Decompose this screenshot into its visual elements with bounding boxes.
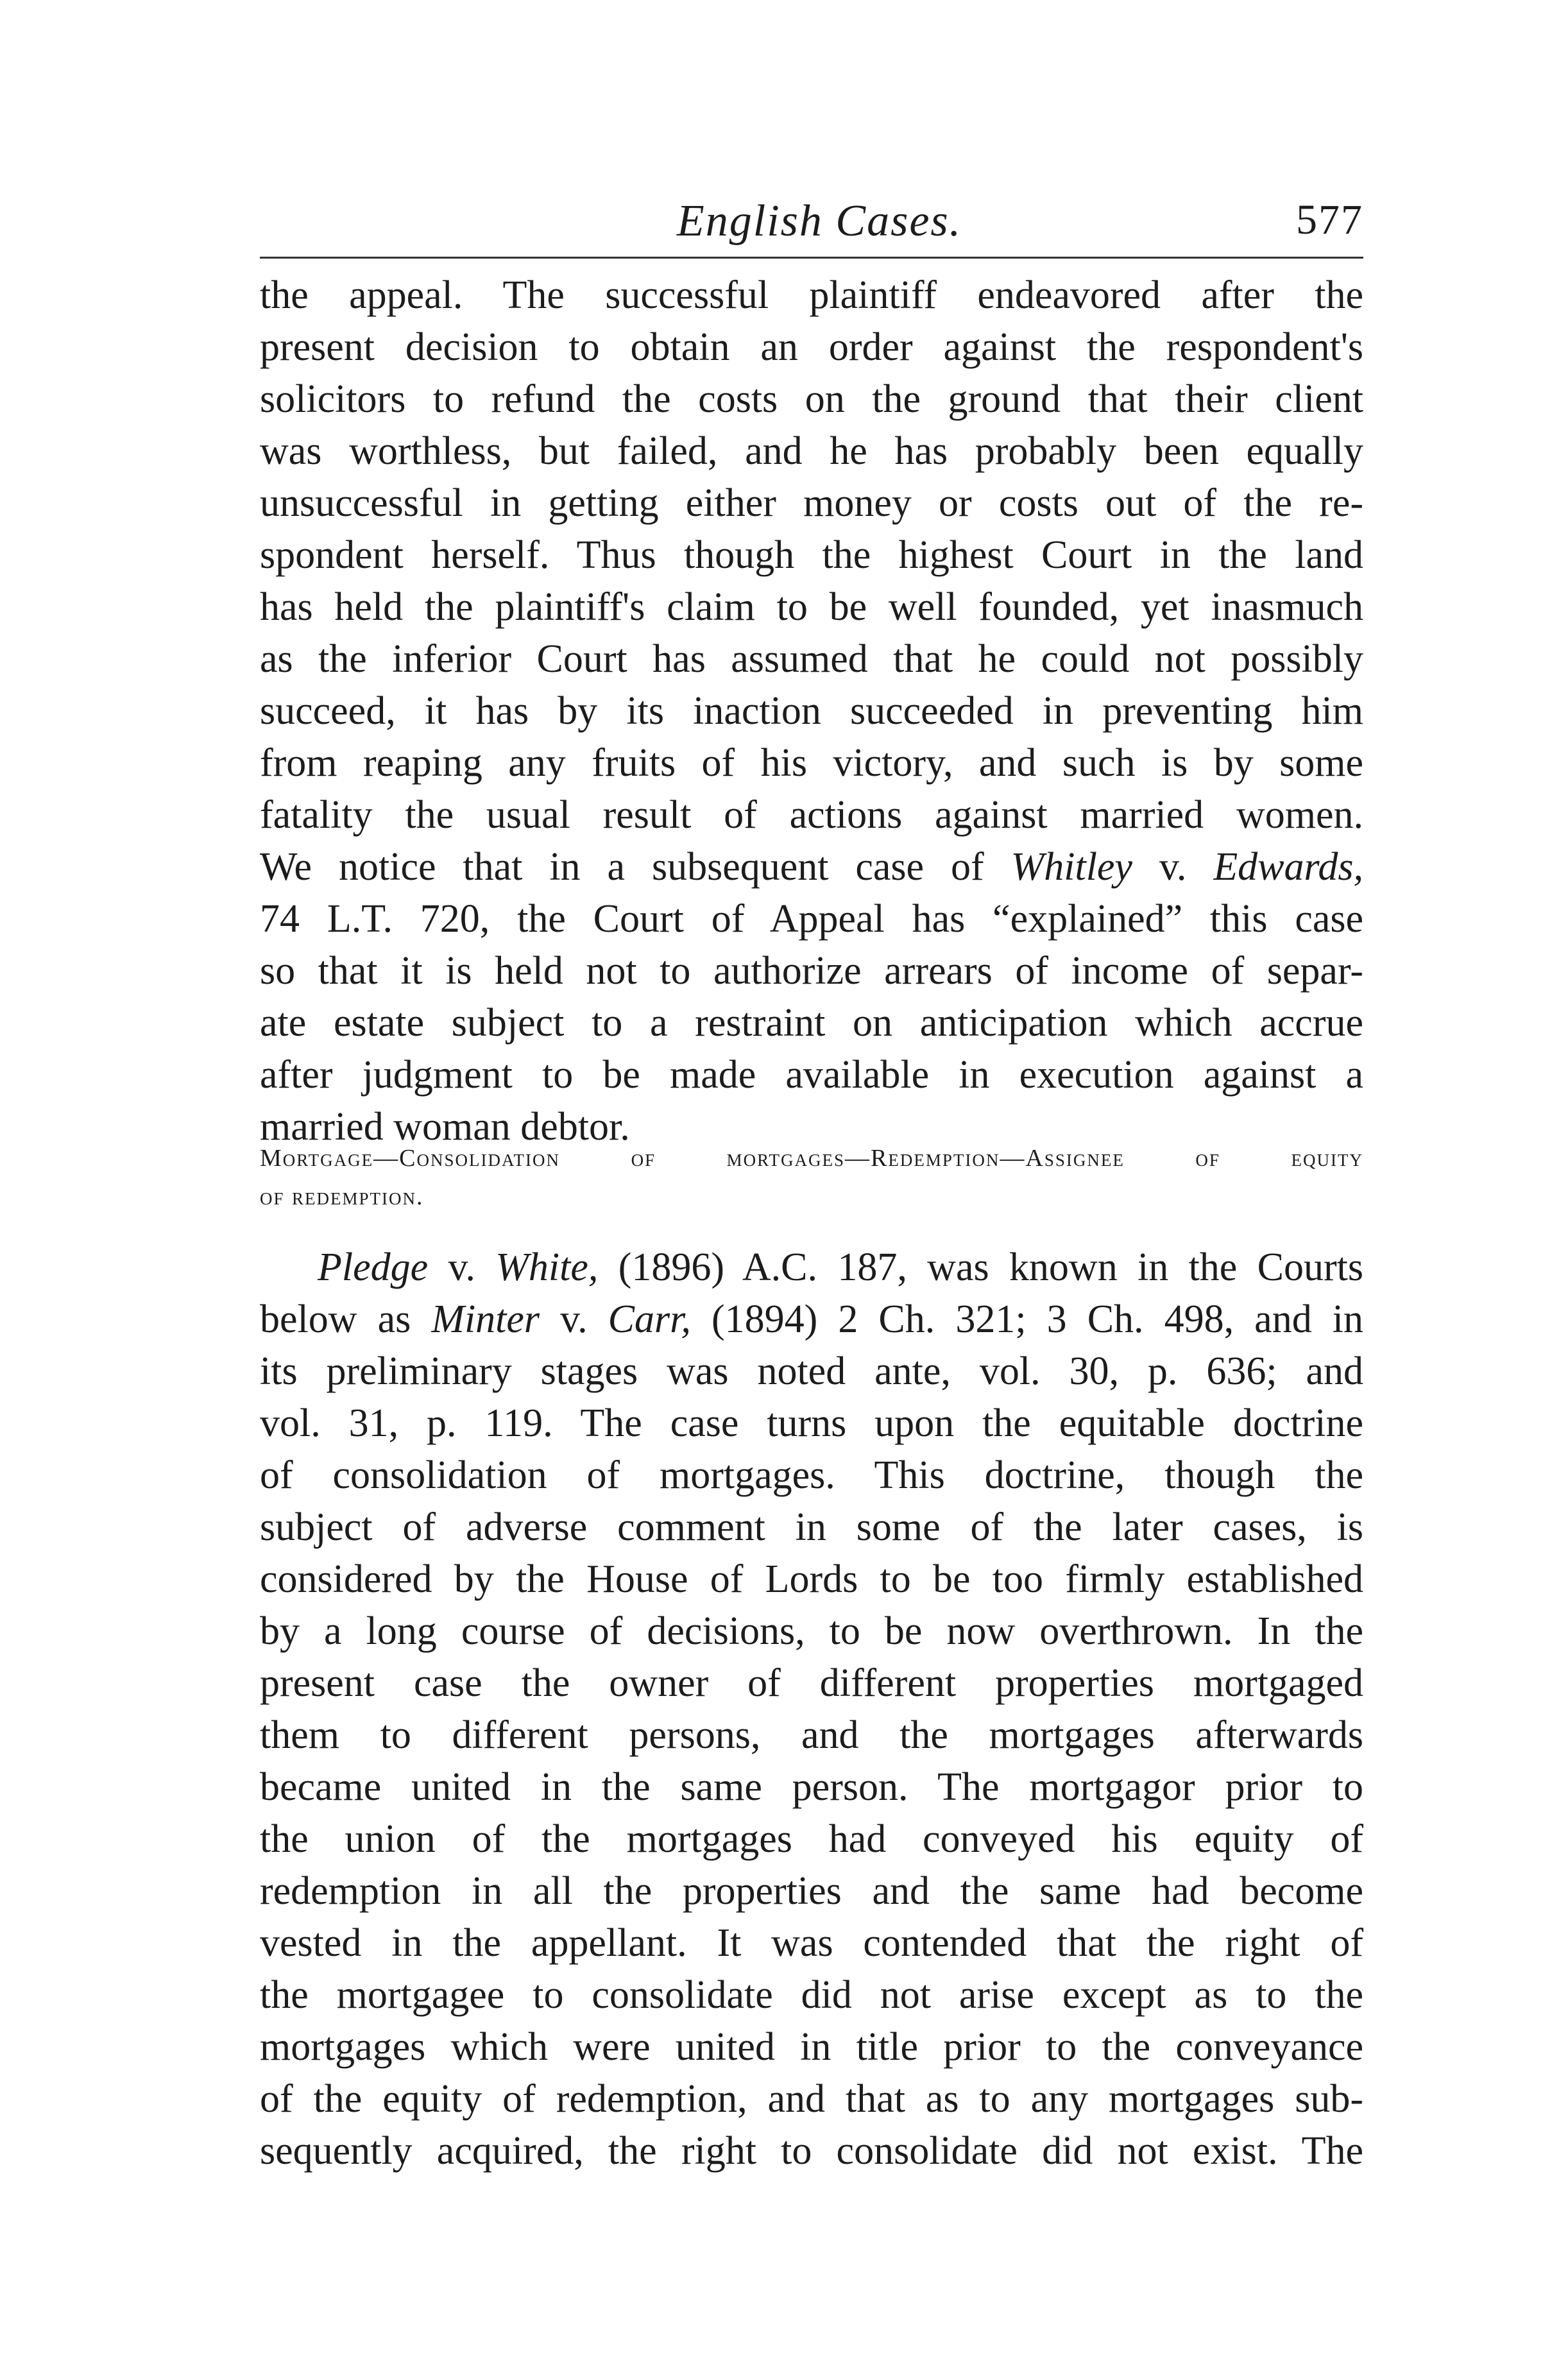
running-header bbox=[260, 193, 1363, 259]
text-line: unsuccessful in getting either money or costs out of the re- bbox=[260, 481, 1363, 525]
text-line-with-citation bbox=[260, 1294, 1363, 1346]
text-line: became united in the same person. The mortgagor prior to bbox=[260, 1765, 1363, 1809]
text-line: them to different persons, and the mortgages afterwards bbox=[260, 1713, 1363, 1757]
text-line: the appeal. The successful plaintiff endeavored after the bbox=[260, 273, 1363, 317]
text-line: fatality the usual result of actions against married women. bbox=[260, 793, 1363, 837]
text-line: redemption in all the properties and the same had become bbox=[260, 1869, 1363, 1913]
text-line: married woman debtor. bbox=[260, 1105, 630, 1149]
text-line: subject of adverse comment in some of the later cases, is bbox=[260, 1505, 1363, 1549]
text-line-with-citation bbox=[260, 1242, 1363, 1294]
case-name: Whitley bbox=[1010, 845, 1132, 889]
text-line: as the inferior Court has assumed that he could not possibly bbox=[260, 637, 1363, 681]
text-fragment: v. bbox=[540, 1297, 608, 1341]
paragraph-appeal bbox=[260, 270, 1363, 1153]
text-fragment: We notice that in a subsequent case of bbox=[260, 845, 1011, 889]
text-line: succeed, it has by its inaction succeeded in preventing him bbox=[260, 689, 1363, 733]
text-line: has held the plaintiff's claim to be well founded, yet inasmuch bbox=[260, 585, 1363, 629]
section-heading bbox=[260, 1139, 1363, 1216]
text-line: from reaping any fruits of his victory, and such is by some bbox=[260, 741, 1363, 785]
text-line: of consolidation of mortgages. This doctrine, though the bbox=[260, 1453, 1363, 1497]
text-fragment: below as bbox=[260, 1297, 432, 1341]
text-line: solicitors to refund the costs on the ground that their client bbox=[260, 377, 1363, 421]
text-line: mortgages which were united in title prior to the conveyance bbox=[260, 2025, 1363, 2069]
text-line: present case the owner of different properties mortgaged bbox=[260, 1661, 1363, 1705]
case-name: Edwards, bbox=[1213, 845, 1363, 889]
text-line: the mortgagee to consolidate did not arise except as to the bbox=[260, 1973, 1363, 2017]
text-line: vol. 31, p. 119. The case turns upon the equitable doctrine bbox=[260, 1401, 1363, 1445]
text-line: ate estate subject to a restraint on anticipation which accrue bbox=[260, 1001, 1363, 1045]
text-line: of the equity of redemption, and that as to any mortgages sub- bbox=[260, 2077, 1363, 2121]
text-line: sequently acquired, the right to consolidate did not exist. The bbox=[260, 2129, 1363, 2173]
text-line: present decision to obtain an order against the respondent's bbox=[260, 325, 1363, 369]
text-line-with-citation bbox=[260, 841, 1363, 893]
case-name: Pledge bbox=[318, 1246, 429, 1289]
page-number: 577 bbox=[1296, 196, 1363, 243]
case-name: Minter bbox=[431, 1297, 540, 1341]
text-line: was worthless, but failed, and he has probably been equally bbox=[260, 429, 1363, 473]
heading-line: Mortgage—Consolidation of mortgages—Redemption—Assignee of equity bbox=[260, 1145, 1363, 1172]
case-name: White, bbox=[495, 1246, 599, 1289]
text-line: considered by the House of Lords to be too firmly established bbox=[260, 1557, 1363, 1601]
text-line: vested in the appellant. It was contended that the right of bbox=[260, 1921, 1363, 1965]
text-fragment: (1896) A.C. 187, was known in the Courts bbox=[598, 1246, 1363, 1289]
text-line: its preliminary stages was noted ante, vol. 30, p. 636; and bbox=[260, 1349, 1363, 1393]
text-line: so that it is held not to authorize arrears of income of separ- bbox=[260, 949, 1363, 993]
case-name: Carr, bbox=[608, 1297, 691, 1341]
heading-line: of redemption. bbox=[260, 1183, 424, 1210]
text-line: the union of the mortgages had conveyed his equity of bbox=[260, 1817, 1363, 1861]
text-line: after judgment to be made available in execution against a bbox=[260, 1053, 1363, 1097]
running-title: English Cases. bbox=[677, 196, 962, 246]
text-fragment: v. bbox=[1132, 845, 1214, 889]
text-fragment: (1894) 2 Ch. 321; 3 Ch. 498, and in bbox=[690, 1297, 1363, 1341]
text-line: 74 L.T. 720, the Court of Appeal has “explained” this case bbox=[260, 897, 1363, 941]
paragraph-pledge-v-white bbox=[260, 1242, 1363, 2177]
text-line: spondent herself. Thus though the highest Court in the land bbox=[260, 533, 1363, 577]
text-fragment: v. bbox=[428, 1246, 496, 1289]
text-line: by a long course of decisions, to be now overthrown. In the bbox=[260, 1609, 1363, 1653]
